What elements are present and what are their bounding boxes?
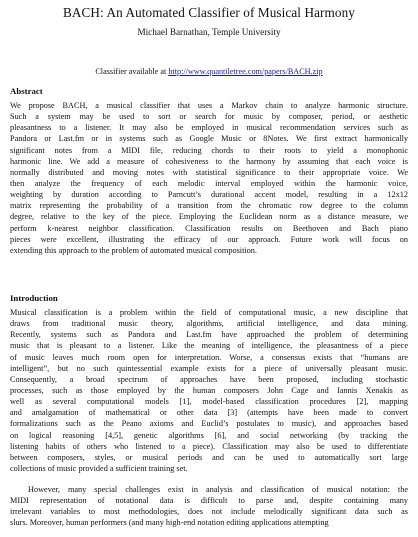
download-link[interactable]: http://www.quantiletree.com/papers/BACH.zip bbox=[168, 67, 323, 76]
text-line: collections of music provided a sufficient training set. bbox=[10, 463, 188, 473]
text-line: of music leaves much room open for interpretation. Worse, a consensus exists that “humans are bbox=[10, 352, 408, 362]
text-line: between composers, styles, or musical periods and can be used to automatically sort large bbox=[10, 452, 408, 462]
text-line: slurs. Moreover, human performers (and many high-end notation editing applications attempting bbox=[10, 518, 329, 528]
text-line: Such a system may be used to sort or search for music by composer, period, or aesthetic bbox=[10, 112, 408, 122]
text-line: Musical classification is a problem within the field of computational music, a new discipline that bbox=[10, 308, 408, 317]
text-line: extending this approach to the problem of automated musical composition. bbox=[10, 245, 257, 255]
abstract-heading: Abstract bbox=[10, 86, 43, 96]
text-line: degree, relative to the key of the piece. Employing the Euclidean norm as a distance measure, we bbox=[10, 212, 408, 222]
text-line: pieces were excellent, illustrating the efficacy of our approach. Future work will focus on bbox=[10, 234, 408, 244]
text-line: harmonic line. We add a measure of cohesiveness to the harmony by assuming that each voice is bbox=[10, 156, 408, 166]
text-line: Pandora or Last.fm or in systems such as Google Music or 8Notes. We first extract harmonically bbox=[10, 134, 408, 144]
text-line: We propose BACH, a musical classifier that uses a Markov chain to analyze harmonic structure. bbox=[10, 101, 408, 110]
text-line: then analyze the frequency of each melodic interval employed within the harmonic voice, bbox=[10, 178, 408, 188]
availability-prefix: Classifier available at bbox=[95, 67, 169, 76]
text-line: listening habits of others who listened to a piece). Classification may also be used to differentiate bbox=[10, 441, 408, 451]
text-line: MIDI representation of notational data is difficult to parse and, despite containing many bbox=[10, 496, 408, 506]
text-line: significant notes from a MIDI file, reducing chords to their roots to yield a monophonic bbox=[10, 145, 408, 155]
text-line: normally distributed and moving notes with statistical significance to their appropriate voice. We bbox=[10, 167, 408, 177]
text-line: matrix representing the probability of a transition from the chromatic row degree to the column bbox=[10, 201, 408, 211]
availability-line bbox=[0, 67, 418, 76]
text-line: pleasantness to a listener. It may also be employed in musical recommendation services such as bbox=[10, 123, 408, 133]
introduction-paragraph-2 bbox=[10, 484, 408, 529]
text-line: formalizations such as the Peano axioms and Euclid’s postulates to music), and approaches based bbox=[10, 419, 408, 429]
text-line: irrelevant variables to most methodologies, does not include melodically significant data such as bbox=[10, 507, 408, 517]
text-line: music that is pleasant to a listener. Like the meaning of intelligence, the pleasantness of a piece bbox=[10, 341, 408, 351]
text-line: perform k-nearest neighbor classification. Classification results on Beethoven and Bach piano bbox=[10, 223, 408, 233]
text-line: intelligent”, but no such quintessential example exists for a piece of universally pleasant music. bbox=[10, 363, 408, 373]
text-line: However, many special challenges exist in analysis and classification of musical notation: the bbox=[28, 485, 408, 494]
introduction-paragraph bbox=[10, 307, 408, 474]
text-line: and amalgamation of mathematical or other data [3] (attempts have been made to convert bbox=[10, 408, 408, 418]
paper-author: Michael Barnathan, Temple University bbox=[137, 27, 281, 37]
text-line: Consequently, a broad spectrum of approaches have been proposed, including stochastic bbox=[10, 374, 408, 384]
abstract-body bbox=[10, 100, 408, 256]
introduction-heading: Introduction bbox=[10, 293, 58, 303]
text-line: draws from traditional music theory, algorithms, artificial intelligence, and data mining. bbox=[10, 319, 408, 329]
text-line: processes, such as those employed by the human composers John Cage and Iannis Xenakis as bbox=[10, 385, 408, 395]
text-line: weighting by duration according to Parncutt’s durational accent model, resulting in a 12x12 bbox=[10, 190, 408, 200]
text-line: Recently, systems such as Pandora and Last.fm have approached the problem of determining bbox=[10, 330, 408, 340]
text-line: on logical reasoning [4,5], genetic algorithms [6], and social networking (by tracking the bbox=[10, 430, 408, 440]
text-line: well as several computational models [1], model-based classification procedures [2], mapping bbox=[10, 397, 408, 407]
paper-title: BACH: An Automated Classifier of Musical Harmony bbox=[63, 5, 355, 20]
